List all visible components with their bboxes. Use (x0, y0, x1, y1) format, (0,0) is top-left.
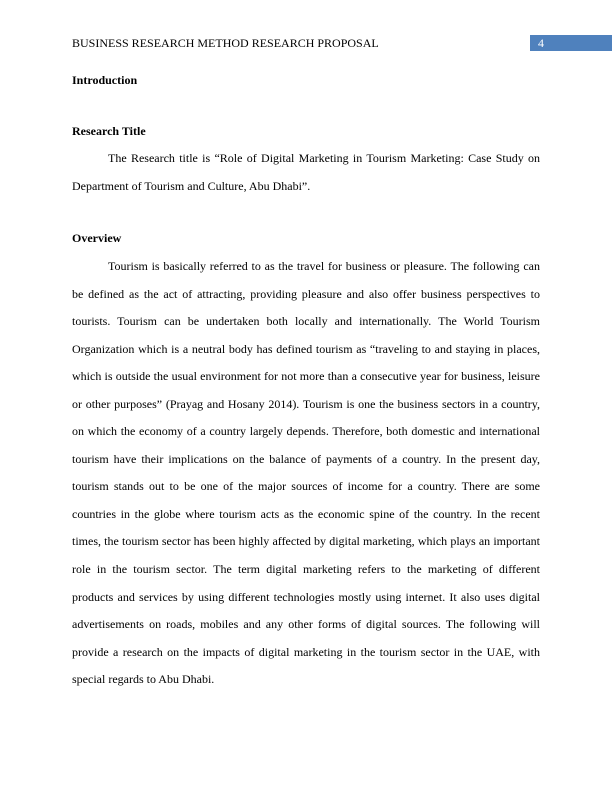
text-line: countries in the globe where tourism acts as the economic spine of the country. In the recent (72, 506, 540, 521)
text-line: tourists. Tourism can be undertaken both locally and internationally. The World Tourism (72, 314, 540, 329)
text-line: on which the economy of a country largely depends. Therefore, both domestic and international (72, 424, 540, 439)
text-line: Tourism is basically referred to as the travel for business or pleasure. The following can (108, 259, 540, 273)
text-line: times, the tourism sector has been highly affected by digital marketing, which plays an important (72, 534, 540, 549)
page-number: 4 (530, 35, 612, 51)
text-line: which is outside the usual environment for not more than a consecutive year for business, leisure (72, 369, 540, 384)
text-line: tourism stands out to be one of the major sources of income for a country. There are some (72, 479, 540, 494)
text-line: special regards to Abu Dhabi. (72, 672, 215, 687)
text-line: be defined as the act of attracting, providing pleasure and also offer business perspectives to (72, 286, 540, 301)
text-line: or other purposes” (Prayag and Hosany 2014). Tourism is one the business sectors in a country, (72, 396, 540, 411)
heading-introduction: Introduction (72, 73, 138, 87)
text-line: Department of Tourism and Culture, Abu Dhabi”. (72, 178, 311, 193)
overview-paragraph (72, 259, 540, 700)
research-title-paragraph (72, 151, 540, 206)
text-line: products and services by using different technologies mostly using internet. It also uses digital (72, 589, 540, 604)
text-line: advertisements on roads, mobiles and any other forms of digital sources. The following will (72, 617, 540, 632)
heading-overview: Overview (72, 231, 122, 245)
text-line: role in the tourism sector. The term digital marketing refers to the marketing of different (72, 562, 540, 577)
running-header: BUSINESS RESEARCH METHOD RESEARCH PROPOSAL (72, 36, 379, 50)
text-line: provide a research on the impacts of digital marketing in the tourism sector in the UAE, with (72, 644, 540, 659)
text-line: Organization which is a neutral body has defined tourism as “traveling to and staying in places, (72, 341, 540, 356)
heading-research-title: Research Title (72, 124, 146, 138)
text-line: tourism have their implications on the balance of payments of a country. In the present day, (72, 451, 540, 466)
text-line: The Research title is “Role of Digital Marketing in Tourism Marketing: Case Study on (108, 151, 540, 165)
